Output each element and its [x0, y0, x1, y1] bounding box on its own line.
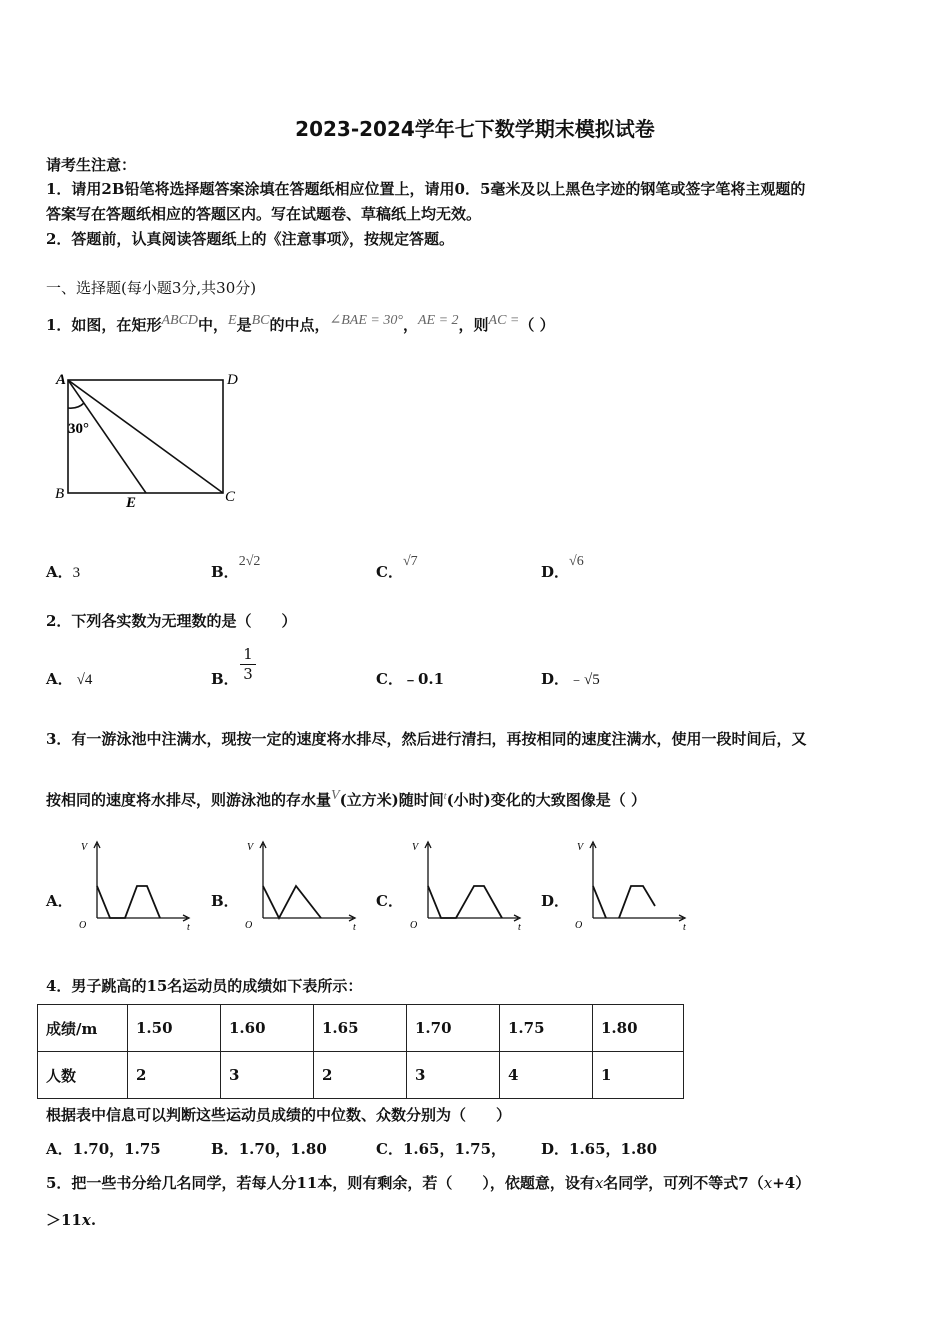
graph-a [75, 838, 200, 938]
q1-option-b[interactable]: B．2√2 [211, 554, 261, 581]
table-row [38, 1005, 684, 1052]
svg-text:t: t [353, 922, 356, 933]
svg-text:O: O [410, 920, 418, 931]
table-cell: 1 [593, 1052, 684, 1099]
svg-text:O: O [79, 920, 87, 931]
table-cell: 2 [314, 1052, 407, 1099]
table-cell: 1.75 [500, 1005, 593, 1052]
svg-text:t: t [518, 922, 521, 933]
table-cell: 4 [500, 1052, 593, 1099]
scores-table [37, 1004, 684, 1099]
q3-option-b[interactable]: B． [211, 892, 239, 910]
fraction-denominator: 3 [240, 664, 256, 683]
q2-option-c[interactable]: C．﹣0.1 [376, 670, 445, 688]
table-cell: 1.65 [314, 1005, 407, 1052]
table-row [38, 1052, 684, 1099]
question-4-stem: 4．男子跳高的15名运动员的成绩如下表所示： [46, 977, 363, 995]
question-2-stem: 2．下列各实数为无理数的是（ ） [46, 612, 297, 630]
notice-heading: 请考生注意： [46, 156, 137, 174]
q2-option-d[interactable]: D．﹣√5 [541, 670, 600, 688]
label-d: D [227, 372, 238, 388]
q1-option-d[interactable]: D．√6 [541, 554, 584, 581]
question-5-line-1: 5．把一些书分给几名同学，若每人分11本，则有剩余，若（ ），依题意，设有x名同学，可列不等式7（x+4） [46, 1174, 811, 1192]
q4-option-a[interactable]: A．1.70，1.75 [46, 1140, 161, 1158]
fraction-numerator: 1 [243, 645, 253, 663]
graph-b [241, 838, 366, 938]
question-3-line-1: 3．有一游泳池中注满水，现按一定的速度将水排尽，然后进行清扫，再按相同的速度注满水，使用一段时间后，又 [46, 730, 807, 748]
q3-option-c[interactable]: C． [376, 892, 403, 910]
svg-text:V: V [577, 842, 584, 853]
graph-d [571, 838, 696, 938]
svg-text:V: V [412, 842, 419, 853]
page-title: 2023-2024学年七下数学期末模拟试卷 [295, 117, 655, 141]
notice-line-2: 2．答题前，认真阅读答题纸上的《注意事项》，按规定答题。 [46, 230, 454, 248]
q2-option-a[interactable]: A． √4 [46, 670, 93, 688]
svg-text:V: V [247, 842, 254, 853]
notice-line-1: 1．请用2B铅笔将选择题答案涂填在答题纸相应位置上，请用0．5毫米及以上黑色字迹的钢笔或签字笔将主观题的 [46, 180, 806, 198]
svg-text:O: O [245, 920, 253, 931]
table-cell: 人数 [38, 1052, 128, 1099]
table-cell: 3 [407, 1052, 500, 1099]
svg-text:t: t [187, 922, 190, 933]
svg-text:V: V [81, 842, 88, 853]
question-1-stem: 1．如图，在矩形ABCD中，E是BC的中点，∠BAE = 30°，AE = 2，则AC =（ ） [46, 313, 555, 334]
q3-option-a[interactable]: A． [46, 892, 73, 910]
table-cell: 1.70 [407, 1005, 500, 1052]
q1-option-a[interactable]: A．3 [46, 563, 81, 581]
table-cell: 1.60 [221, 1005, 314, 1052]
angle-arc [68, 403, 84, 408]
table-cell: 1.80 [593, 1005, 684, 1052]
segment-ac [68, 380, 223, 493]
rectangle-figure [48, 365, 248, 515]
question-5-line-2: ＞11x. [46, 1211, 97, 1229]
label-c: C [225, 489, 236, 505]
q4-option-c[interactable]: C．1.65，1.75， [376, 1140, 507, 1158]
label-a: A [56, 372, 67, 388]
q1-option-c[interactable]: C．√7 [376, 554, 418, 581]
graph-c [406, 838, 531, 938]
table-cell: 1.50 [128, 1005, 221, 1052]
table-cell: 2 [128, 1052, 221, 1099]
table-cell: 成绩/m [38, 1005, 128, 1052]
q2-option-b[interactable]: B． [211, 670, 239, 688]
q4-option-d[interactable]: D．1.65，1.80 [541, 1140, 658, 1158]
label-e: E [126, 495, 137, 511]
label-b: B [55, 486, 65, 502]
svg-text:O: O [575, 920, 583, 931]
notice-line-1b: 答案写在答题纸相应的答题区内。写在试题卷、草稿纸上均无效。 [46, 205, 482, 223]
question-4-prompt: 根据表中信息可以判断这些运动员成绩的中位数、众数分别为（ ） [46, 1106, 512, 1124]
q3-option-d[interactable]: D． [541, 892, 570, 910]
svg-text:t: t [683, 922, 686, 933]
label-angle: 30° [68, 421, 89, 437]
q4-option-b[interactable]: B．1.70，1.80 [211, 1140, 327, 1158]
question-3-line-2: 按相同的速度将水排尽，则游泳池的存水量V(立方米)随时间$^t$(小时)变化的大致图像是（ ） [46, 788, 646, 809]
fraction-one-third [240, 645, 256, 683]
section-heading: 一、选择题(每小题3分,共30分) [46, 279, 257, 297]
table-cell: 3 [221, 1052, 314, 1099]
